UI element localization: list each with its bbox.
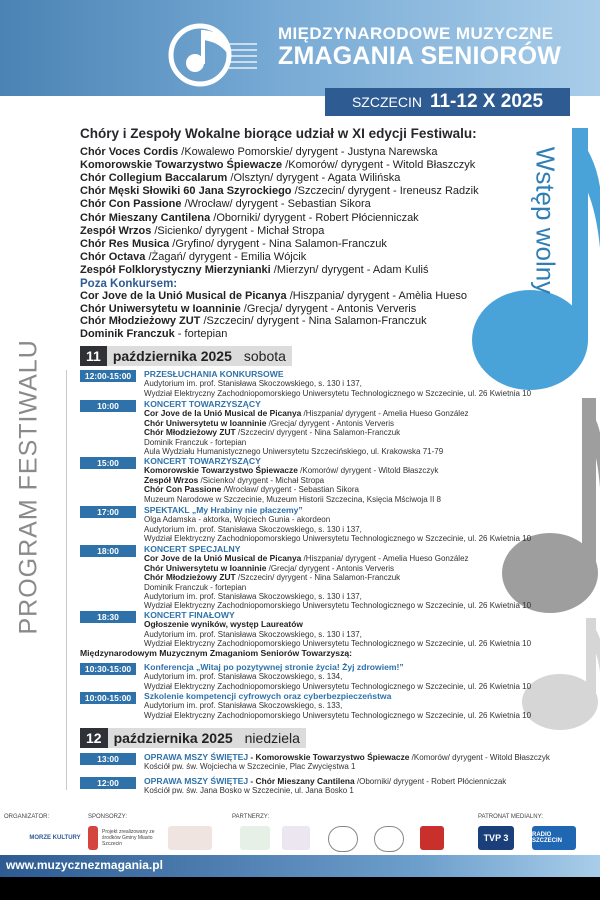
partner-logo-1-icon — [240, 826, 270, 850]
event-details — [144, 400, 469, 456]
event-time: 15:00 — [80, 457, 136, 469]
performer-details: /Hiszpania/ dyrygent - Amelia Hueso González — [301, 554, 469, 564]
event-line — [144, 701, 531, 710]
choir-name: Dominik Franczuk — [80, 327, 175, 340]
organizer-label: ORGANIZATOR: — [4, 814, 50, 820]
event-time: 10:00-15:00 — [80, 692, 136, 704]
choir-row — [80, 290, 467, 302]
event-time: 12:00 — [80, 777, 136, 789]
university-seal-icon — [328, 826, 358, 852]
music-note-logo-icon — [167, 22, 257, 88]
event-time: 10:00 — [80, 400, 136, 412]
event-line — [144, 438, 469, 447]
performer-details: /Wrocław/ dyrygent - Sebastian Sikora — [221, 485, 359, 495]
event-venue: Dominik Franczuk - fortepian — [144, 582, 247, 592]
choir-row — [80, 225, 324, 237]
choir-details: /Sicienko/ dyrygent - Michał Stropa — [151, 224, 325, 237]
performer-details: /Komorów/ dyrygent - Witold Błaszczyk — [297, 466, 439, 476]
performer-name: Chór Młodzieżowy ZUT — [144, 572, 236, 583]
choir-details: /Szczecin/ dyrygent - Ireneusz Radzik — [291, 185, 479, 198]
event-details — [144, 457, 441, 504]
choir-details: - fortepian — [174, 327, 228, 340]
crest-icon — [420, 826, 444, 850]
event-line — [144, 389, 531, 398]
event-time: 18:30 — [80, 611, 136, 623]
media-label: PATRONAT MEDIALNY: — [478, 814, 543, 820]
choir-details: /Gryfino/ dyrygent - Nina Salamon-Franczuk — [169, 237, 387, 250]
event-venue: Wydział Elektryczny Zachodniopomorskiego Uniwersytetu Technologicznego w Szczecinie, ul. 26 Kwietnia 10 — [144, 601, 532, 611]
choir-row — [80, 303, 416, 315]
partner-seal-icon — [374, 826, 404, 852]
event-title: KONCERT TOWARZYSZĄCY — [144, 456, 261, 466]
choir-details: /Mierzyn/ dyrygent - Adam Kuliś — [270, 263, 429, 276]
event-venue: Muzeum Narodowe w Szczecinie, Muzeum Historii Szczecina, Księcia Mściwoja II 8 — [144, 494, 441, 504]
choir-name: Chór Młodzieżowy ZUT — [80, 315, 201, 328]
choir-name: Chór Uniwersytetu w Ioanninie — [80, 302, 241, 315]
event-line — [144, 682, 531, 691]
event-venue: Olga Adamska - aktorka, Wojciech Gunia - akordeon — [144, 515, 331, 525]
event-venue: Wydział Elektryczny Zachodniopomorskiego Uniwersytetu Technologicznego w Szczecinie, ul. 26 Kwietnia 10 — [144, 681, 532, 691]
performer-name: Cor Jove de la Unió Musical de Picanya — [144, 553, 302, 564]
city-label: SZCZECIN — [351, 94, 422, 110]
event-venue: Wydział Elektryczny Zachodniopomorskiego Uniwersytetu Technologicznego w Szczecinie, ul. 26 Kwietnia 10 — [144, 710, 532, 720]
choir-row — [80, 264, 428, 276]
event-line — [144, 379, 531, 388]
performer-name: Chór Uniwersytetu w Ioanninie — [144, 417, 267, 428]
choir-details: /Wrocław/ dyrygent - Sebastian Sikora — [181, 198, 371, 211]
event-details — [144, 506, 531, 544]
choir-row — [80, 328, 227, 340]
free-entry-label: Wstęp wolny — [530, 146, 561, 295]
event-venue: Kościół pw. św. Wojciecha w Szczecinie, Plac Zwycięstwa 1 — [144, 762, 356, 772]
performer-details: /Oborniki/ dyrygent - Robert Płócienniczak — [354, 777, 507, 786]
event-details — [144, 777, 506, 796]
event-title: KONCERT SPECJALNY — [144, 544, 241, 554]
day2-number: 12 — [80, 728, 108, 748]
event-line — [144, 573, 531, 582]
performer-details: /Szczecin/ dyrygent - Nina Salamon-Franczuk — [235, 573, 401, 583]
choir-details: /Grecja/ dyrygent - Antonis Ververis — [240, 302, 417, 315]
event-title: SPEKTAKL „My Hrabiny nie płaczemy” — [144, 505, 303, 515]
event-line — [144, 620, 531, 629]
event-note: Ogłoszenie wyników, występ Laureatów — [144, 619, 303, 630]
event-time: 13:00 — [80, 753, 136, 765]
event-line — [144, 777, 506, 786]
event-time: 17:00 — [80, 506, 136, 518]
event-venue: Kościół pw. św. Jana Bosko w Szczecinie, ul. Jana Bosko 1 — [144, 786, 354, 796]
event-line — [144, 786, 506, 795]
performer-details: /Sicienko/ dyrygent - Michał Stropa — [198, 475, 325, 485]
choir-details: /Żagań/ dyrygent - Emilia Wójcik — [145, 250, 307, 263]
event-venue: Audytorium im. prof. Stanisława Skoczowskiego, s. 133, — [144, 701, 343, 711]
event-line — [144, 753, 550, 762]
event-line — [144, 672, 531, 681]
sponsor-text: Projekt zrealizowany ze środków Gminy Miasto Szczecin — [102, 829, 155, 847]
accompanying-heading: Międzynarodowym Muzycznym Zmaganiom Seniorów Towarzyszą: — [80, 648, 353, 658]
event-line — [144, 592, 531, 601]
day1-weekday: sobota — [243, 348, 286, 364]
event-venue: Audytorium im. prof. Stanisława Skoczowskiego, s. 130 i 137, — [144, 524, 362, 534]
choir-row — [80, 146, 437, 158]
event-line — [144, 495, 441, 504]
event-line — [144, 525, 531, 534]
website-link[interactable]: www.muzycznezmagania.pl — [6, 858, 163, 872]
partners-label: PARTNERZY: — [232, 814, 270, 820]
event-line — [144, 428, 469, 437]
choir-row — [80, 185, 479, 197]
event-venue: Wydział Elektryczny Zachodniopomorskiego Uniwersytetu Technologicznego w Szczecinie, ul. 26 Kwietnia 10 — [144, 388, 532, 398]
event-venue: Aula Wydziału Humanistycznego Uniwersytetu Szczecińskiego, ul. Krakowska 71-79 — [144, 447, 444, 457]
day1-month: października 2025 — [112, 348, 232, 364]
event-details — [144, 370, 531, 398]
choir-name: Cor Jove de la Unió Musical de Picanya — [80, 290, 287, 302]
choir-name: Chór Res Musica — [80, 237, 170, 250]
performer-name: Zespół Wrzos — [144, 474, 199, 485]
event-venue: Audytorium im. prof. Stanisława Skoczowskiego, s. 130 i 137, — [144, 592, 362, 602]
performer-name: Chór Młodzieżowy ZUT — [144, 427, 236, 438]
choir-name: Chór Octava — [80, 250, 146, 263]
performer-name: Chór Uniwersytetu w Ioanninie — [144, 562, 267, 573]
day1-bar — [80, 346, 292, 366]
event-title: KONCERT FINAŁOWY — [144, 610, 235, 620]
festival-dates: 11-12 X 2025 — [429, 91, 544, 112]
event-line — [144, 506, 531, 515]
day2-weekday: niedziela — [244, 730, 300, 746]
performer-details: /Komorów/ dyrygent - Witold Błaszczyk — [409, 753, 550, 762]
choir-name: Zespół Folklorystyczny Mierzynianki — [80, 263, 271, 276]
partner-logo-2-icon — [282, 826, 310, 850]
event-venue: Wydział Elektryczny Zachodniopomorskiego Uniwersytetu Technologicznego w Szczecinie, ul. 26 Kwietnia 10 — [144, 534, 532, 544]
event-details — [144, 611, 531, 649]
divider-line — [66, 370, 67, 790]
choir-row — [80, 238, 387, 250]
choir-name: Chór Voces Cordis — [80, 146, 179, 158]
performer-name: Cor Jove de la Unió Musical de Picanya — [144, 408, 302, 419]
choir-details: /Kowalewo Pomorskie/ dyrygent - Justyna Narewska — [178, 146, 438, 158]
performer-name: - Komorowskie Towarzystwo Śpiewacze — [248, 752, 410, 762]
tvp3-city: SZCZECIN — [481, 844, 511, 850]
event-venue: Wydział Elektryczny Zachodniopomorskiego Uniwersytetu Technologicznego w Szczecinie, ul. 26 Kwietnia 10 — [144, 639, 532, 649]
choir-row — [80, 198, 371, 210]
event-details — [144, 663, 531, 691]
sponsors-label: SPONSORZY: — [88, 814, 128, 820]
event-line — [144, 663, 531, 672]
event-details — [144, 753, 550, 772]
bottom-strip — [0, 877, 600, 900]
performer-name: Chór Con Passione — [144, 484, 222, 495]
sponsor-region-logo-icon — [168, 826, 212, 850]
choir-name: Zespół Wrzos — [80, 224, 152, 237]
event-line — [144, 485, 441, 494]
event-line — [144, 370, 531, 379]
performer-details: /Szczecin/ dyrygent - Nina Salamon-Franczuk — [235, 428, 401, 438]
event-line — [144, 762, 550, 771]
event-line — [144, 515, 531, 524]
performer-details: /Grecja/ dyrygent - Antonis Ververis — [266, 563, 394, 573]
performer-details: /Grecja/ dyrygent - Antonis Ververis — [266, 418, 394, 428]
event-line — [144, 583, 531, 592]
organizer-logo: MORZE KULTURY — [29, 835, 81, 841]
choir-details: /Komorów/ dyrygent - Witold Błaszczyk — [282, 159, 476, 172]
event-venue: Audytorium im. prof. Stanisława Skoczowskiego, s. 130 i 137, — [144, 629, 362, 639]
performer-details: /Hiszpania/ dyrygent - Amelia Hueso González — [301, 409, 469, 419]
tvp3-logo: TVP 3 — [478, 826, 514, 850]
event-line — [144, 692, 531, 701]
choir-row — [80, 172, 400, 184]
event-details — [144, 692, 531, 720]
choir-name: Chór Mieszany Cantilena — [80, 211, 211, 224]
event-details — [144, 545, 531, 611]
program-vertical-label: PROGRAM FESTIWALU — [14, 339, 43, 635]
festival-title-line1: MIĘDZYNARODOWE MUZYCZNE — [278, 24, 554, 43]
choir-name: Chór Con Passione — [80, 198, 182, 211]
event-title: PRZESŁUCHANIA KONKURSOWE — [144, 369, 284, 379]
choir-details: /Oborniki/ dyrygent - Robert Płócienniczak — [210, 211, 419, 224]
festival-title-line2: ZMAGANIA SENIORÓW — [278, 42, 562, 70]
choir-row — [80, 251, 306, 263]
performer-name: Komorowskie Towarzystwo Śpiewacze — [144, 465, 298, 476]
choir-details: /Olsztyn/ dyrygent - Agata Wilińska — [227, 172, 401, 185]
event-venue: Dominik Franczuk - fortepian — [144, 437, 247, 447]
event-title: Konferencja „Witaj po pozytywnej stronie życia! Żyj zdrowiem!” — [144, 662, 404, 672]
city-crest-icon — [88, 826, 98, 850]
event-line — [144, 630, 531, 639]
event-title: Szkolenie kompetencji cyfrowych oraz cyberbezpieczeństwa — [144, 691, 392, 701]
event-venue: Audytorium im. prof. Stanisława Skoczowskiego, s. 130 i 137, — [144, 379, 362, 389]
event-time: 10:30-15:00 — [80, 663, 136, 675]
choir-row — [80, 212, 419, 224]
event-title: OPRAWA MSZY ŚWIĘTEJ — [144, 752, 249, 762]
event-line — [144, 711, 531, 720]
event-line — [144, 534, 531, 543]
choir-name: Chór Collegium Baccalarum — [80, 172, 228, 185]
outside-competition-heading: Poza Konkursem: — [80, 278, 178, 290]
day2-month: października 2025 — [113, 730, 233, 746]
radio-logo: RADIO SZCZECIN — [532, 826, 576, 850]
event-time: 12:00-15:00 — [80, 370, 136, 382]
choir-details: /Hiszpania/ dyrygent - Amèlia Hueso — [286, 290, 468, 302]
event-venue: Audytorium im. prof. Stanisława Skoczowskiego, s. 134, — [144, 672, 343, 682]
day2-bar — [80, 728, 306, 748]
event-title: OPRAWA MSZY ŚWIĘTEJ — [144, 776, 249, 786]
choir-row — [80, 159, 475, 171]
event-title: KONCERT TOWARZYSZĄCY — [144, 399, 261, 409]
choir-name: Komorowskie Towarzystwo Śpiewacze — [80, 159, 283, 172]
event-time: 18:00 — [80, 545, 136, 557]
day1-number: 11 — [80, 346, 107, 366]
choirs-heading: Chóry i Zespoły Wokalne biorące udział w XI edycji Festiwalu: — [80, 126, 477, 141]
choir-row — [80, 315, 427, 327]
choir-name: Chór Męski Słowiki 60 Jana Szyrockiego — [80, 185, 292, 198]
performer-name: - Chór Mieszany Cantilena — [248, 776, 355, 786]
choir-details: /Szczecin/ dyrygent - Nina Salamon-Franczuk — [200, 315, 427, 328]
